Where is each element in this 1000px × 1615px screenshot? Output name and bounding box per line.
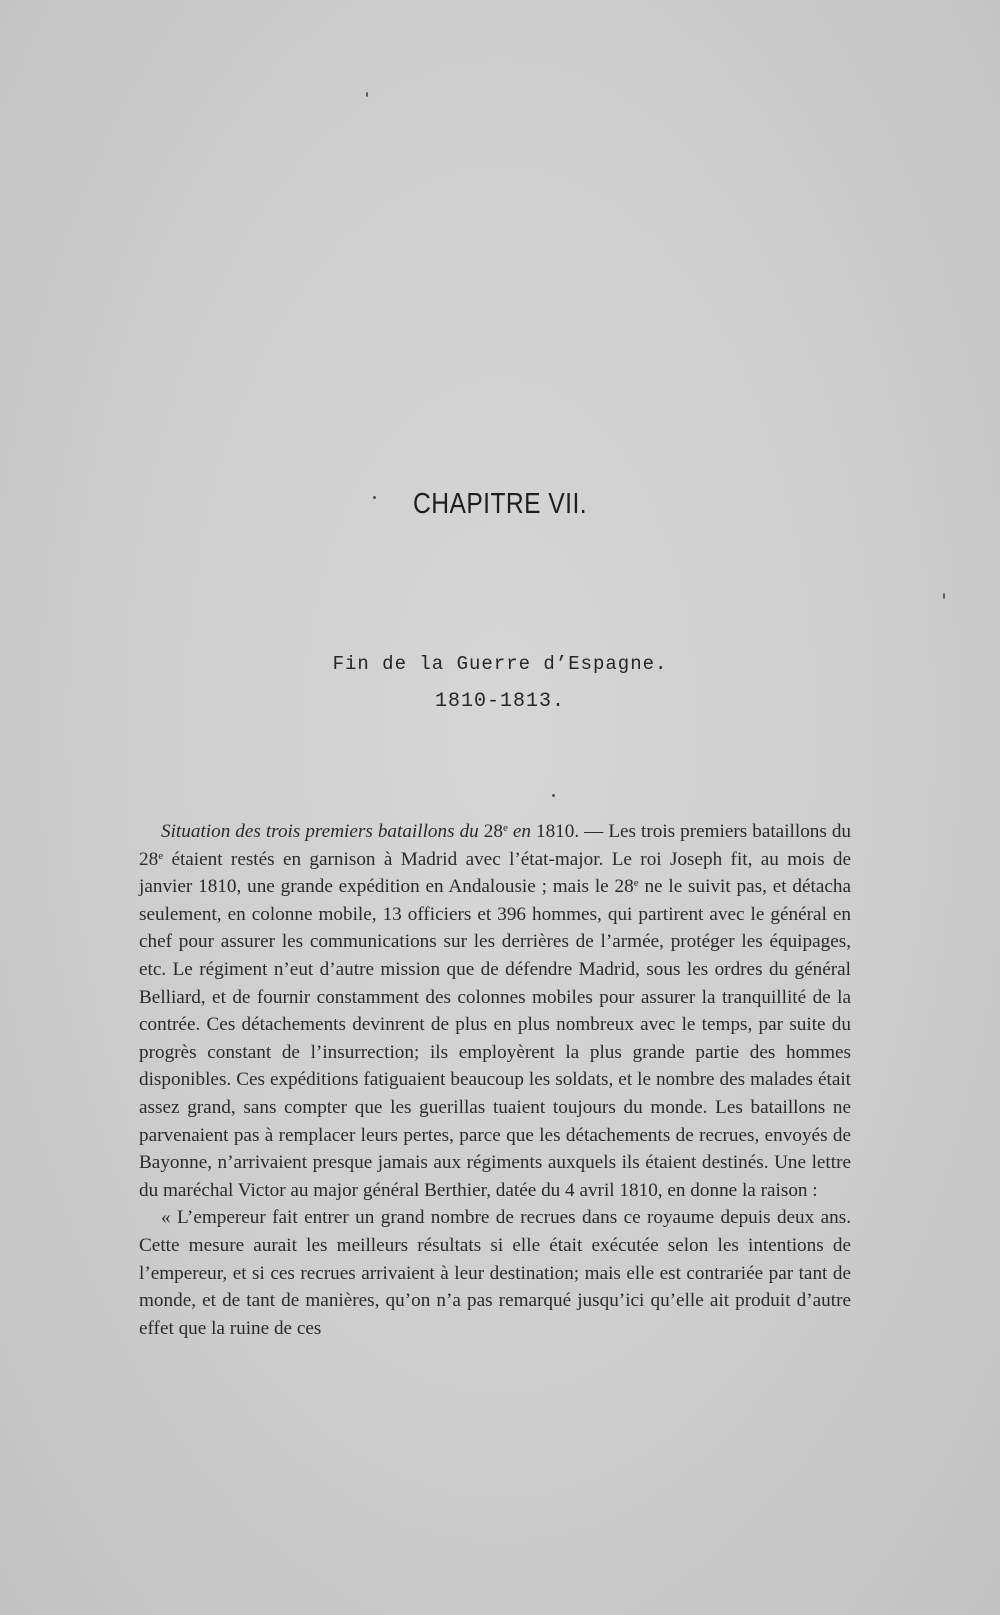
regiment-number: 28 xyxy=(483,821,503,842)
paragraph-1-text-b: étaient restés en garnison à Madrid avec l’état-major. Le roi Joseph fit, au mois de janvier 1810, une grande expédition en Andalousie ; mais le 28 xyxy=(139,848,852,898)
chapter-title: CHAPITRE VII. xyxy=(412,488,587,520)
paper-speck xyxy=(366,92,368,97)
section-years: 1810-1813. xyxy=(434,690,566,713)
heading-year: 1810. xyxy=(535,821,580,842)
paper-speck xyxy=(943,593,945,599)
body-text xyxy=(139,818,851,1342)
paragraph-1 xyxy=(139,818,851,1204)
paper-speck xyxy=(552,794,555,797)
ordinal-suffix: e xyxy=(502,822,508,834)
paragraph-heading-en: en xyxy=(512,821,531,842)
ordinal-suffix: e xyxy=(633,877,639,890)
paragraph-1-text-c: ne le suivit pas, et détacha seulement, en colonne mobile, 13 officiers et 396 hommes, qui partirent avec le général en chef pour assurer les communications sur les derrières de l’armée, protéger les équipages, etc. Le régiment n’eut d’autre mission que de défendre Madrid, sous les ordres du général Belliard, et de fournir constamment des colonnes mobiles pour assurer la tranquillité de la contrée. Ces détachements devinrent de plus en plus nombreux avec le temps, par suite du progrès constant de l’insurrection; ils employèrent la plus grande partie des hommes disponibles. Ces expéditions fatiguaient beaucoup les soldats, et le nombre des malades était assez grand, sans compter que les guerillas tuaient toujours du monde. Les bataillons ne parvenaient pas à remplacer leurs pertes, parce que les détachements de recrues, envoyés de Bayonne, n’arrivaient presque jamais aux régiments auxquels ils étaient destinés. Une lettre du maréchal Victor au major général Berthier, datée du 4 avril 1810, en donne la raison : xyxy=(139,876,851,1201)
paragraph-1-text-a: — Les trois premiers bataillons du 28 xyxy=(139,821,852,870)
paragraph-2-quote: « L’empereur fait entrer un grand nombre de recrues dans ce royaume depuis deux ans. Cette mesure aurait les meilleurs résultats si elle était exécutée selon les intentions de l’empereur, et si ces recrues arrivaient à leur destination; mais elle est contrariée par tant de monde, et de tant de manières, qu’on n’a pas remarqué jusqu’ici qu’elle ait produit d’autre effet que la ruine de ces xyxy=(139,1207,851,1339)
ordinal-suffix: e xyxy=(158,849,164,862)
section-subtitle: Fin de la Guerre d’Espagne. xyxy=(332,653,668,675)
paper-speck xyxy=(373,496,376,499)
paragraph-heading: Situation des trois premiers bataillons du xyxy=(161,821,479,842)
